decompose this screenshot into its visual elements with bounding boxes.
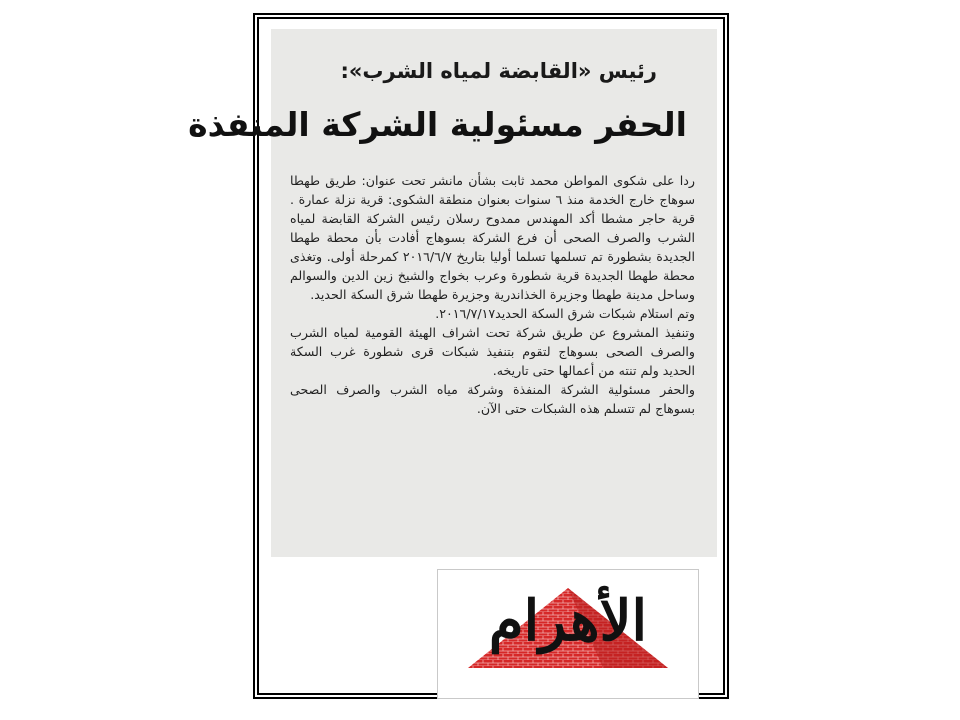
article-paragraph: وتنفيذ المشروع عن طريق شركة تحت اشراف الهيئة القومية لمياه الشرب والصرف الصحى بسوهاج لتقوم بتنفيذ شبكات قرى شطورة غرب السكة الحديد ولم تنته من أعمالها حتى تاريخه. <box>290 325 695 378</box>
newspaper-clipping <box>188 29 717 557</box>
article-paragraph: والحفر مسئولية الشركة المنفذة وشركة مياه الشرب والصرف الصحى بسوهاج لم تتسلم هذه الشبكات حتى الآن. <box>290 382 695 416</box>
al-ahram-logo-text: الأهرام <box>488 588 648 654</box>
article-paragraph: وتم استلام شبكات شرق السكة الحديد٢٠١٦/٧/١٧. <box>435 306 695 321</box>
article-subheadline: رئيس «القابضة لمياه الشرب»: <box>340 59 657 83</box>
article-headline: الحفر مسئولية الشركة المنفذة <box>188 105 687 144</box>
article-body <box>290 171 695 418</box>
al-ahram-logo <box>437 569 699 699</box>
article-paragraph: ردا على شكوى المواطن محمد ثابت بشأن مانشر تحت عنوان: طريق طهطا سوهاج خارج الخدمة منذ ٦ سنوات بعنوان منطقة الشكوى: قرية نزلة عمارة . قرية حاجر مشطا أكد المهندس ممدوح رسلان رئيس الشركة القابضة لمياه الشرب والصرف الصحى أن فرع الشركة بسوهاج أفادت بأن محطة طهطا الجديدة بشطورة تم تسلمها تسلما أوليا بتاريخ ٢٠١٦/٦/٧ كمرحلة أولى. وتغذى محطة طهطا الجديدة قرية شطورة وعرب بخواج والشيخ زين الدين والسوالم وساحل مدينة طهطا وجزيرة الخذاندرية وجزيرة طهطا شرق السكة الحديد. <box>290 173 696 302</box>
image-frame <box>188 13 729 699</box>
frame-inner-border <box>188 17 725 695</box>
